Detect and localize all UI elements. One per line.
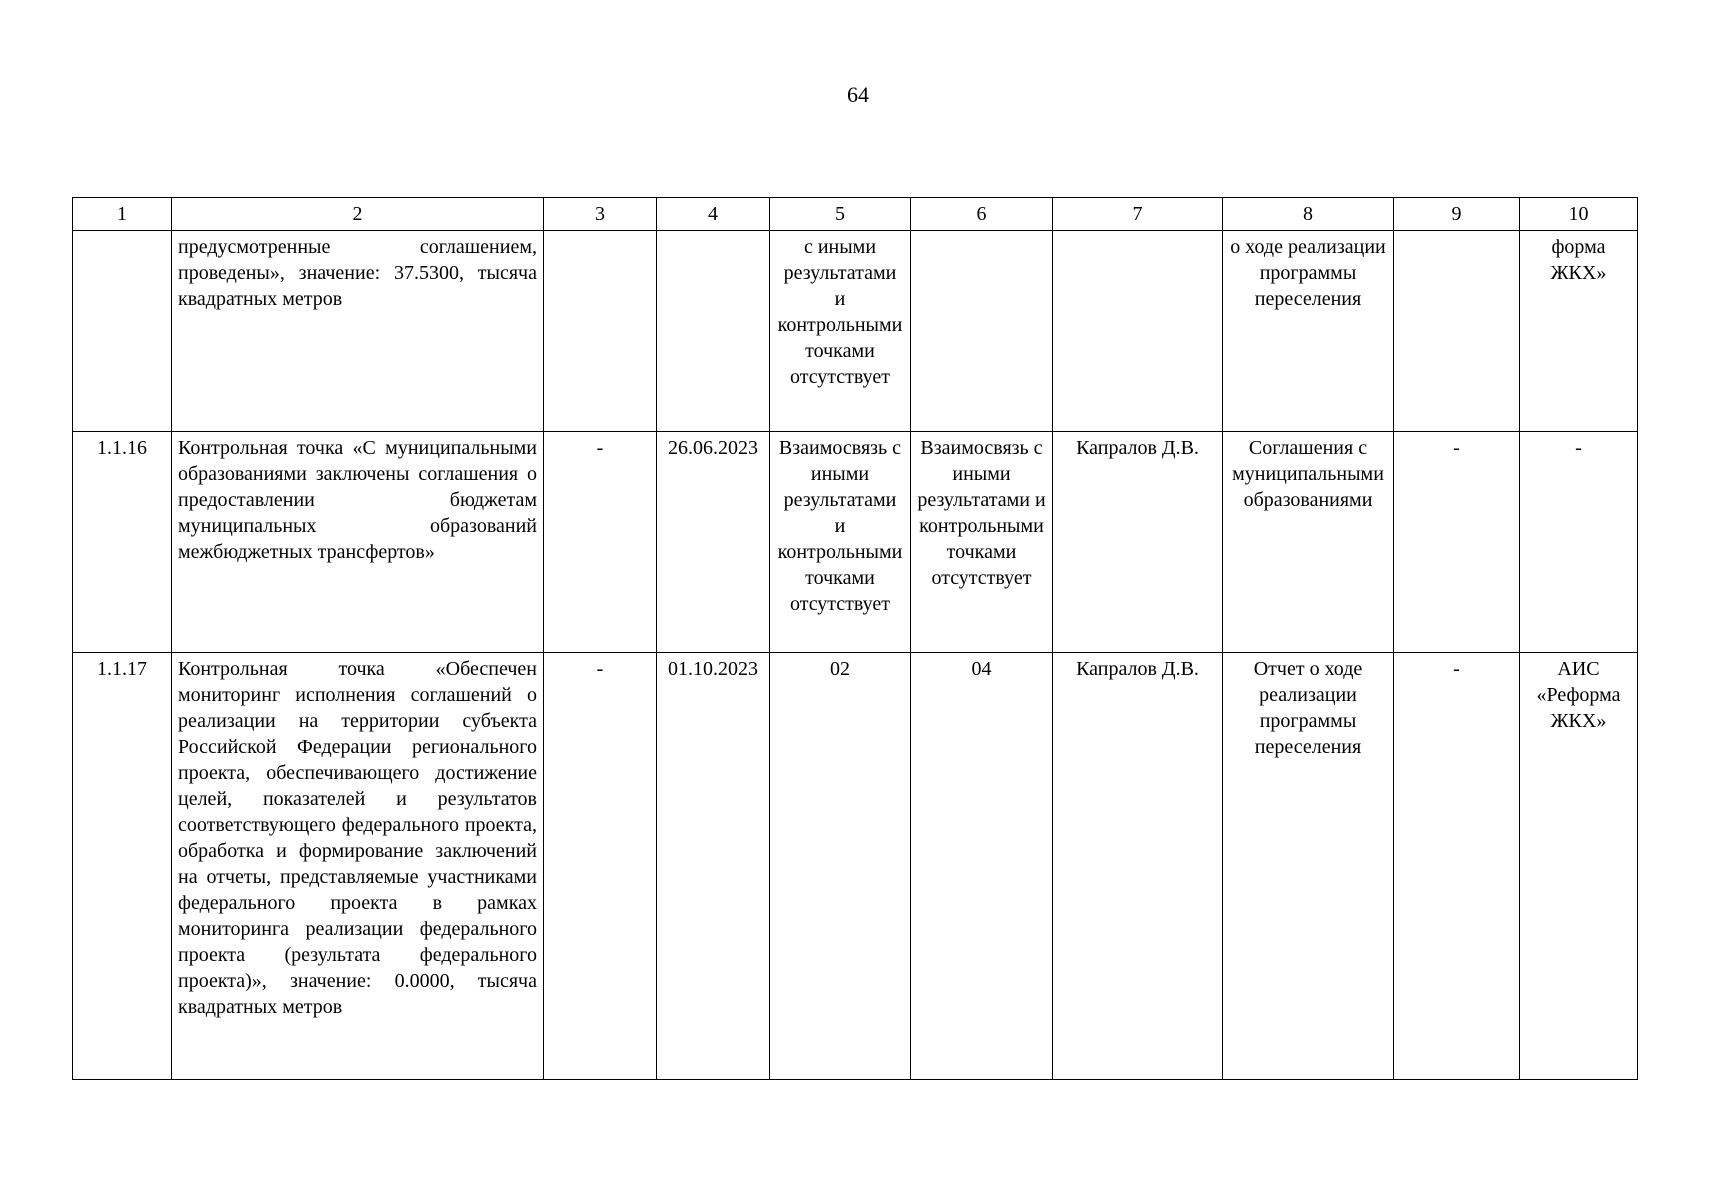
row-number (73, 231, 172, 432)
row-date (657, 231, 770, 432)
row-col6: 04 (911, 653, 1053, 1080)
row-responsible: Капралов Д.В. (1053, 653, 1223, 1080)
row-col3 (544, 231, 657, 432)
row-date: 01.10.2023 (657, 653, 770, 1080)
row-col5: 02 (770, 653, 911, 1080)
header-row (73, 198, 1638, 231)
header-col-5: 5 (770, 198, 911, 231)
header-col-8: 8 (1223, 198, 1394, 231)
header-col-4: 4 (657, 198, 770, 231)
row-col6 (911, 231, 1053, 432)
row-system: АИС «Реформа ЖКХ» (1520, 653, 1638, 1080)
data-table (72, 197, 1638, 1080)
row-number: 1.1.16 (73, 432, 172, 653)
header-col-3: 3 (544, 198, 657, 231)
row-responsible: Капралов Д.В. (1053, 432, 1223, 653)
row-col9: - (1394, 653, 1520, 1080)
page-number: 64 (847, 82, 869, 107)
row-document: о ходе реализации программы переселения (1223, 231, 1394, 432)
row-col3: - (544, 653, 657, 1080)
row-col5: Взаимосвязь с иными результатами и контрольными точками отсутствует (770, 432, 911, 653)
row-date: 26.06.2023 (657, 432, 770, 653)
row-description: Контрольная точка «С муниципальными образованиями заключены соглашения о предоставлении бюджетам муниципальных образований межбюджетных трансфертов» (172, 432, 544, 653)
header-col-1: 1 (73, 198, 172, 231)
table-row-continuation (73, 231, 1638, 432)
row-number: 1.1.17 (73, 653, 172, 1080)
table-row-1-1-16 (73, 432, 1638, 653)
row-responsible (1053, 231, 1223, 432)
row-description: Контрольная точка «Обеспечен мониторинг исполнения соглашений о реализации на территории субъекта Российской Федерации регионального проекта, обеспечивающего достижение целей, показателей и результатов соответствующего федерального проекта, обработка и формирование заключений на отчеты, представляемые участниками федерального проекта в рамках мониторинга реализации федерального проекта (результата федерального проекта)», значение: 0.0000, тысяча квадратных метров (172, 653, 544, 1080)
header-col-2: 2 (172, 198, 544, 231)
row-col9 (1394, 231, 1520, 432)
row-col9: - (1394, 432, 1520, 653)
row-col6: Взаимосвязь с иными результатами и контрольными точками отсутствует (911, 432, 1053, 653)
row-col5: с иными результатами и контрольными точками отсутствует (770, 231, 911, 432)
header-col-7: 7 (1053, 198, 1223, 231)
row-document: Соглашения с муниципальными образованиями (1223, 432, 1394, 653)
header-col-6: 6 (911, 198, 1053, 231)
row-system: форма ЖКХ» (1520, 231, 1638, 432)
row-description: предусмотренные соглашением, проведены», значение: 37.5300, тысяча квадратных метров (172, 231, 544, 432)
table-row-1-1-17 (73, 653, 1638, 1080)
row-document: Отчет о ходе реализации программы переселения (1223, 653, 1394, 1080)
header-col-10: 10 (1520, 198, 1638, 231)
row-system: - (1520, 432, 1638, 653)
header-col-9: 9 (1394, 198, 1520, 231)
row-col3: - (544, 432, 657, 653)
